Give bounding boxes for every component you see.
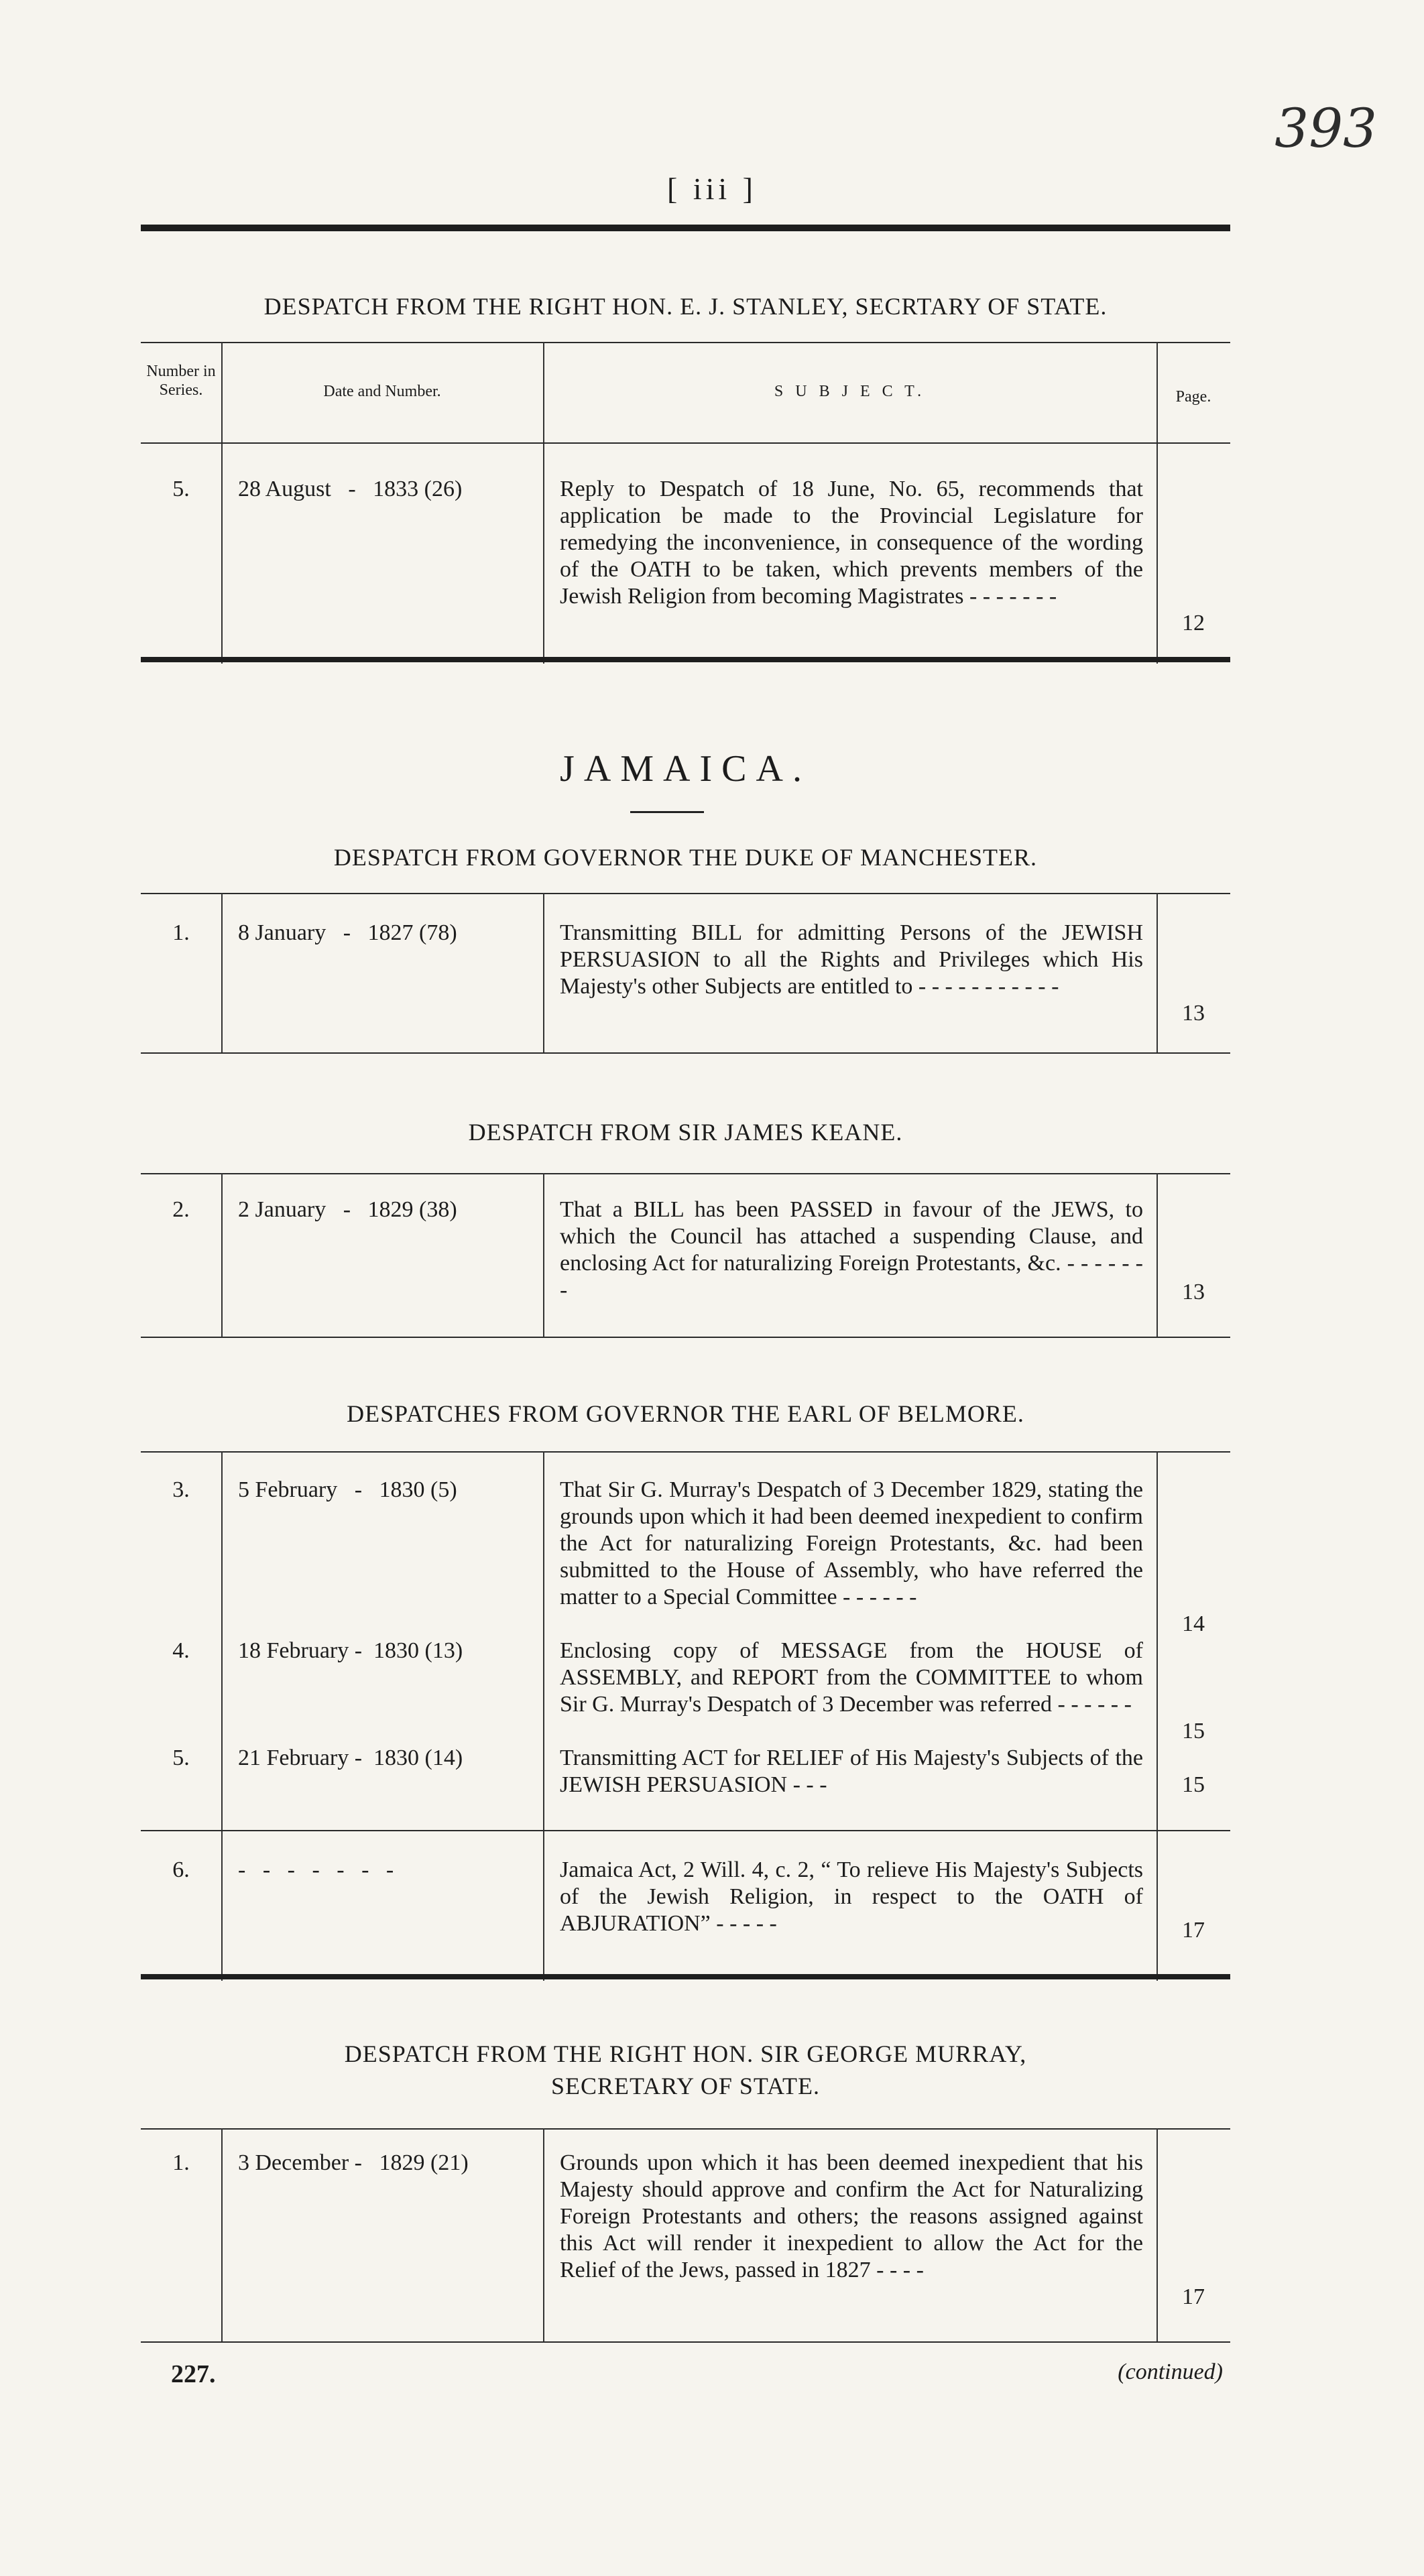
folio-number: 393 bbox=[1274, 97, 1377, 160]
table-top-rule bbox=[141, 1173, 1230, 1174]
row-date: 5 February - 1830 (5) bbox=[238, 1477, 457, 1502]
column-divider bbox=[1156, 2128, 1158, 2343]
column-divider bbox=[221, 1451, 223, 1981]
row-page: 13 bbox=[1182, 1280, 1205, 1304]
table-belmore bbox=[141, 1451, 1230, 1981]
row-date: 3 December - 1829 (21) bbox=[238, 2150, 469, 2175]
row-subject: Grounds upon which it has been deemed inexpedient that his Majesty should approve and confirm the Act for Naturalizing Foreign Protestants and others; the reasons assigned against this Act will render it inexpedient to allow the Act for the Relief of the Jews, passed in 1827 - - - - bbox=[560, 2150, 1143, 2282]
row-page: 17 bbox=[1182, 2284, 1205, 2309]
table-bottom-rule bbox=[141, 1974, 1230, 1979]
row-number: 5. bbox=[172, 1745, 190, 1770]
row-page: 17 bbox=[1182, 1918, 1205, 1943]
row-subject: Transmitting BILL for admitting Persons of the JEWISH PERSUASION to all the Rights and Privileges which His Majesty's other Subjects are entitled to - - - - - - - - - - - bbox=[560, 920, 1143, 999]
row-date: 8 January - 1827 (78) bbox=[238, 920, 457, 945]
section-heading-manchester: DESPATCH FROM GOVERNOR THE DUKE OF MANCHESTER. bbox=[333, 844, 1038, 871]
section-heading-stanley: DESPATCH FROM THE RIGHT HON. E. J. STANLEY, SECRTARY OF STATE. bbox=[263, 293, 1108, 320]
row-date: - - - - - - - bbox=[238, 1857, 394, 1882]
row-number: 3. bbox=[172, 1477, 190, 1502]
top-rule bbox=[141, 225, 1230, 231]
row-number: 6. bbox=[172, 1857, 190, 1882]
column-header-date: Date and Number. bbox=[323, 383, 441, 400]
colony-title: JAMAICA. bbox=[560, 748, 811, 790]
row-subject: Enclosing copy of MESSAGE from the HOUSE of ASSEMBLY, and REPORT from the COMMITTEE to whom Sir G. Murray's Despatch of 3 December was referred - - - - - - bbox=[560, 1638, 1143, 1717]
column-divider bbox=[543, 1451, 544, 1981]
row-subject: Transmitting ACT for RELIEF of His Majesty's Subjects of the JEWISH PERSUASION - - - bbox=[560, 1745, 1143, 1797]
row-page: 13 bbox=[1182, 1001, 1205, 1026]
row-number: 1. bbox=[172, 920, 190, 945]
row-subject: That a BILL has been PASSED in favour of the JEWS, to which the Council has attached a suspending Clause, and enclosing Act for naturalizing Foreign Protestants, &c. - - - - - - - bbox=[560, 1197, 1143, 1302]
row-date: 2 January - 1829 (38) bbox=[238, 1197, 457, 1222]
row-subject: Jamaica Act, 2 Will. 4, c. 2, “ To relieve His Majesty's Subjects of the Jewish Religion, in respect to the OATH of ABJURATION” - - - - - bbox=[560, 1857, 1143, 1936]
row-date: 18 February - 1830 (13) bbox=[238, 1638, 463, 1663]
header-rule bbox=[141, 442, 1230, 444]
table-bottom-rule bbox=[141, 1052, 1230, 1054]
page-number: [ iii ] bbox=[667, 172, 757, 206]
table-manchester bbox=[141, 893, 1230, 1054]
row-number: 2. bbox=[172, 1197, 190, 1222]
column-header-number: Number in Series. bbox=[146, 363, 216, 399]
column-divider bbox=[221, 1173, 223, 1338]
row-subject: That Sir G. Murray's Despatch of 3 December 1829, stating the grounds upon which it had been deemed inexpedient to confirm the Act for naturalizing Foreign Protestants, &c. had been submitted to the House of Assembly, who have referred the matter to a Special Committee - - - - - - bbox=[560, 1477, 1143, 1609]
table-murray bbox=[141, 2128, 1230, 2343]
column-header-page: Page. bbox=[1175, 388, 1211, 406]
section-heading-belmore: DESPATCHES FROM GOVERNOR THE EARL OF BELMORE. bbox=[347, 1400, 1024, 1427]
column-divider bbox=[221, 893, 223, 1054]
footer-continued: (continued) bbox=[1118, 2359, 1223, 2384]
row-separator bbox=[141, 1830, 1230, 1831]
table-top-rule bbox=[141, 2128, 1230, 2130]
table-keane bbox=[141, 1173, 1230, 1338]
column-divider bbox=[1156, 1173, 1158, 1338]
table-bottom-rule bbox=[141, 657, 1230, 662]
row-number: 4. bbox=[172, 1638, 190, 1663]
row-number: 1. bbox=[172, 2150, 190, 2175]
heading-line: DESPATCH FROM THE RIGHT HON. SIR GEORGE MURRAY, bbox=[344, 2040, 1027, 2067]
heading-line: SECRETARY OF STATE. bbox=[551, 2073, 820, 2099]
table-bottom-rule bbox=[141, 1337, 1230, 1338]
column-divider bbox=[1156, 1451, 1158, 1981]
section-heading-murray bbox=[141, 2038, 1230, 2102]
column-header-subject: S U B J E C T. bbox=[774, 383, 926, 400]
row-page: 12 bbox=[1182, 611, 1205, 635]
table-top-rule bbox=[141, 893, 1230, 894]
row-page: 15 bbox=[1182, 1772, 1205, 1797]
table-stanley bbox=[141, 342, 1230, 664]
table-bottom-rule bbox=[141, 2341, 1230, 2343]
column-divider bbox=[1156, 893, 1158, 1054]
column-divider bbox=[543, 1173, 544, 1338]
column-divider bbox=[543, 2128, 544, 2343]
table-top-rule bbox=[141, 1451, 1230, 1453]
row-subject: Reply to Despatch of 18 June, No. 65, recommends that application be made to the Provincial Legislature for remedying the inconvenience, in consequence of the wording of the OATH to be taken, which prevents members of the Jewish Religion from becoming Magistrates - - - - - - - bbox=[560, 477, 1143, 609]
title-underline bbox=[630, 811, 704, 813]
table-top-rule bbox=[141, 342, 1230, 343]
row-page: 15 bbox=[1182, 1719, 1205, 1743]
row-number: 5. bbox=[172, 477, 190, 501]
footer-signature-number: 227. bbox=[171, 2360, 216, 2388]
column-divider bbox=[543, 893, 544, 1054]
section-heading-keane: DESPATCH FROM SIR JAMES KEANE. bbox=[468, 1119, 903, 1146]
column-divider bbox=[221, 2128, 223, 2343]
row-date: 28 August - 1833 (26) bbox=[238, 477, 463, 501]
row-page: 14 bbox=[1182, 1611, 1205, 1636]
row-date: 21 February - 1830 (14) bbox=[238, 1745, 463, 1770]
